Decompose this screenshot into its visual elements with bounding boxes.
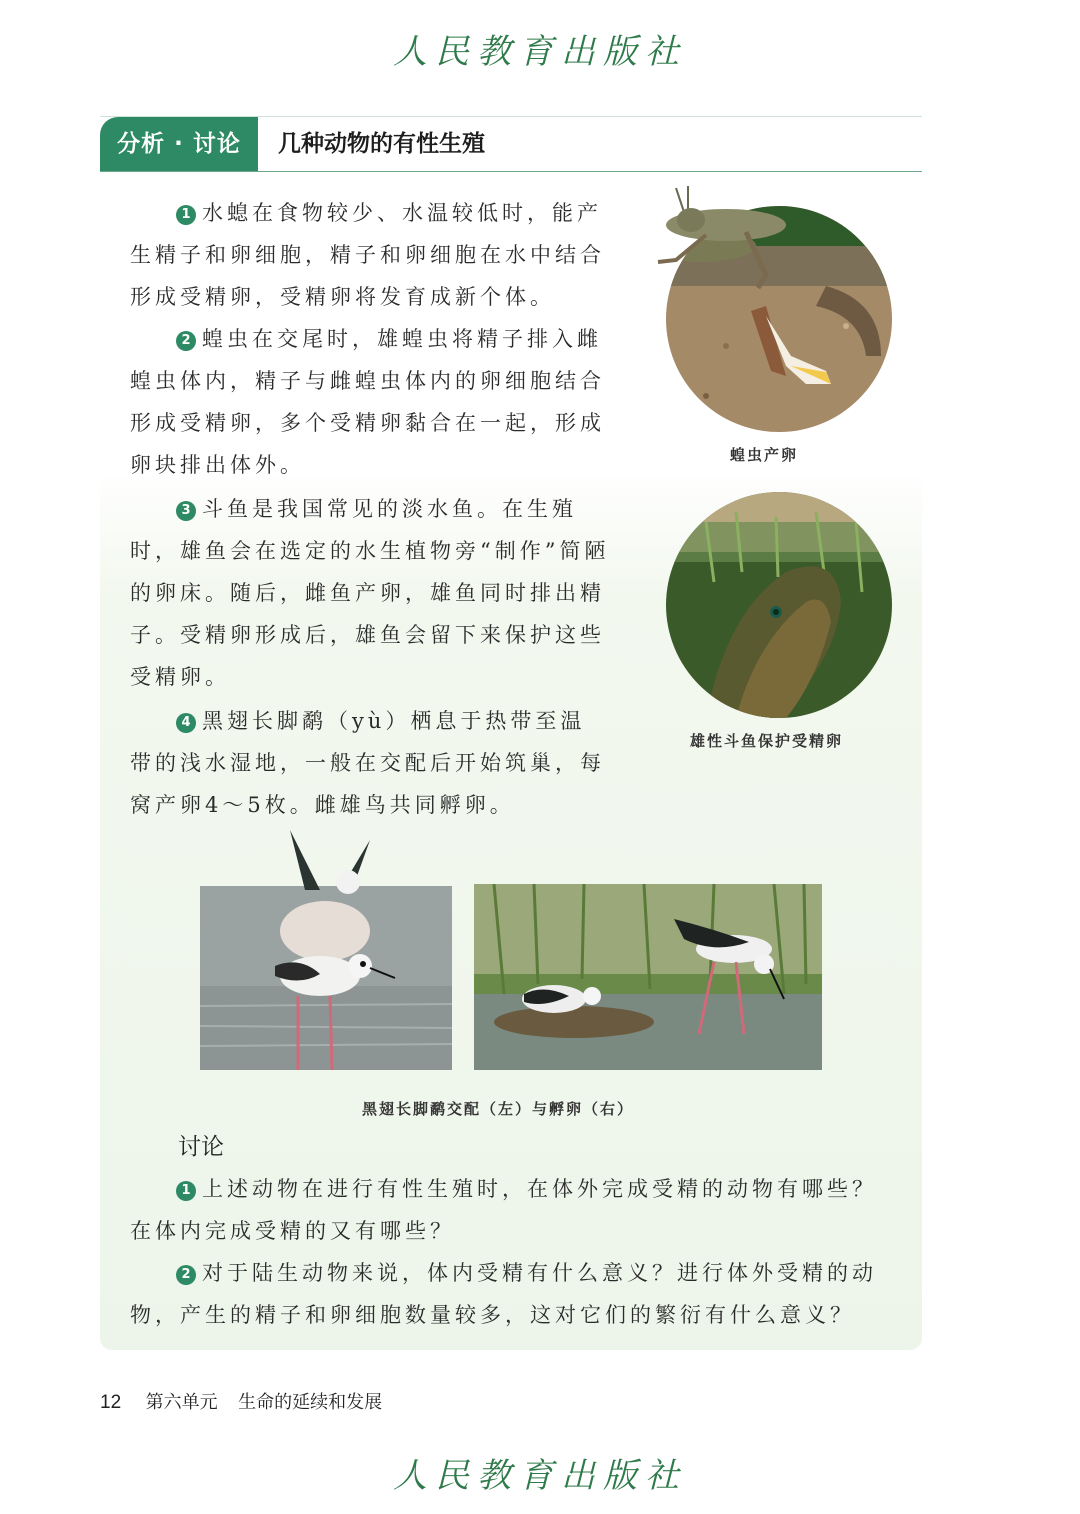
paragraph-text: 水螅在食物较少、水温较低时，能产生精子和卵细胞，精子和卵细胞在水中结合形成受精卵，受精卵将发育成新个体。 <box>130 201 605 309</box>
discussion-question-2 <box>130 1252 900 1336</box>
stilt-caption: 黑翅长脚鹬交配（左）与孵卵（右） <box>362 1100 635 1118</box>
number-badge: 1 <box>176 205 196 225</box>
publisher-logo-bottom: 人民教育出版社 <box>393 1456 687 1496</box>
paragraph-fish <box>130 488 610 698</box>
paragraph-locust <box>130 318 610 486</box>
fish-caption: 雄性斗鱼保护受精卵 <box>690 732 844 750</box>
publisher-logo-top: 人民教育出版社 <box>393 32 687 72</box>
stilt-mating-photo <box>200 886 452 1070</box>
unit-label: 第六单元 <box>145 1392 218 1412</box>
paragraph-text: 蝗虫在交尾时，雄蝗虫将精子排入雌蝗虫体内，精子与雌蝗虫体内的卵细胞结合形成受精卵，多个受精卵黏合在一起，形成卵块排出体外。 <box>130 327 605 477</box>
paragraph-text: 斗鱼是我国常见的淡水鱼。在生殖时，雄鱼会在选定的水生植物旁“制作”简陋的卵床。随后，雌鱼产卵，雄鱼同时排出精子。受精卵形成后，雄鱼会留下来保护这些受精卵。 <box>130 497 610 689</box>
number-badge: 3 <box>176 501 196 521</box>
number-badge: 2 <box>176 331 196 351</box>
number-badge: 4 <box>176 713 196 733</box>
page-number: 12 <box>100 1392 122 1413</box>
section-title: 几种动物的有性生殖 <box>278 131 485 157</box>
number-badge: 1 <box>176 1181 196 1201</box>
paragraph-hydra <box>130 192 610 318</box>
question-text: 对于陆生动物来说，体内受精有什么意义？进行体外受精的动物，产生的精子和卵细胞数量较多，这对它们的繁衍有什么意义？ <box>130 1261 877 1327</box>
unit-title: 生命的延续和发展 <box>238 1392 383 1412</box>
discussion-question-1 <box>130 1168 900 1252</box>
discussion-heading: 讨论 <box>178 1134 224 1160</box>
section-tag: 分析 · 讨论 <box>100 117 258 171</box>
question-text: 上述动物在进行有性生殖时，在体外完成受精的动物有哪些？在体内完成受精的又有哪些？ <box>130 1177 877 1243</box>
grasshopper-illustration <box>646 180 796 290</box>
betta-fish-photo <box>666 492 892 718</box>
paragraph-stilt <box>130 700 610 826</box>
section-header <box>100 116 922 172</box>
stilt-wings-illustration <box>280 830 380 910</box>
stilt-incubating-photo <box>474 884 822 1070</box>
page-footer <box>100 1388 382 1414</box>
locust-caption: 蝗虫产卵 <box>730 446 799 464</box>
number-badge: 2 <box>176 1265 196 1285</box>
paragraph-text: 黑翅长脚鹬（yù）栖息于热带至温带的浅水湿地，一般在交配后开始筑巢，每窝产卵4～5枚。雌雄鸟共同孵卵。 <box>130 709 605 817</box>
